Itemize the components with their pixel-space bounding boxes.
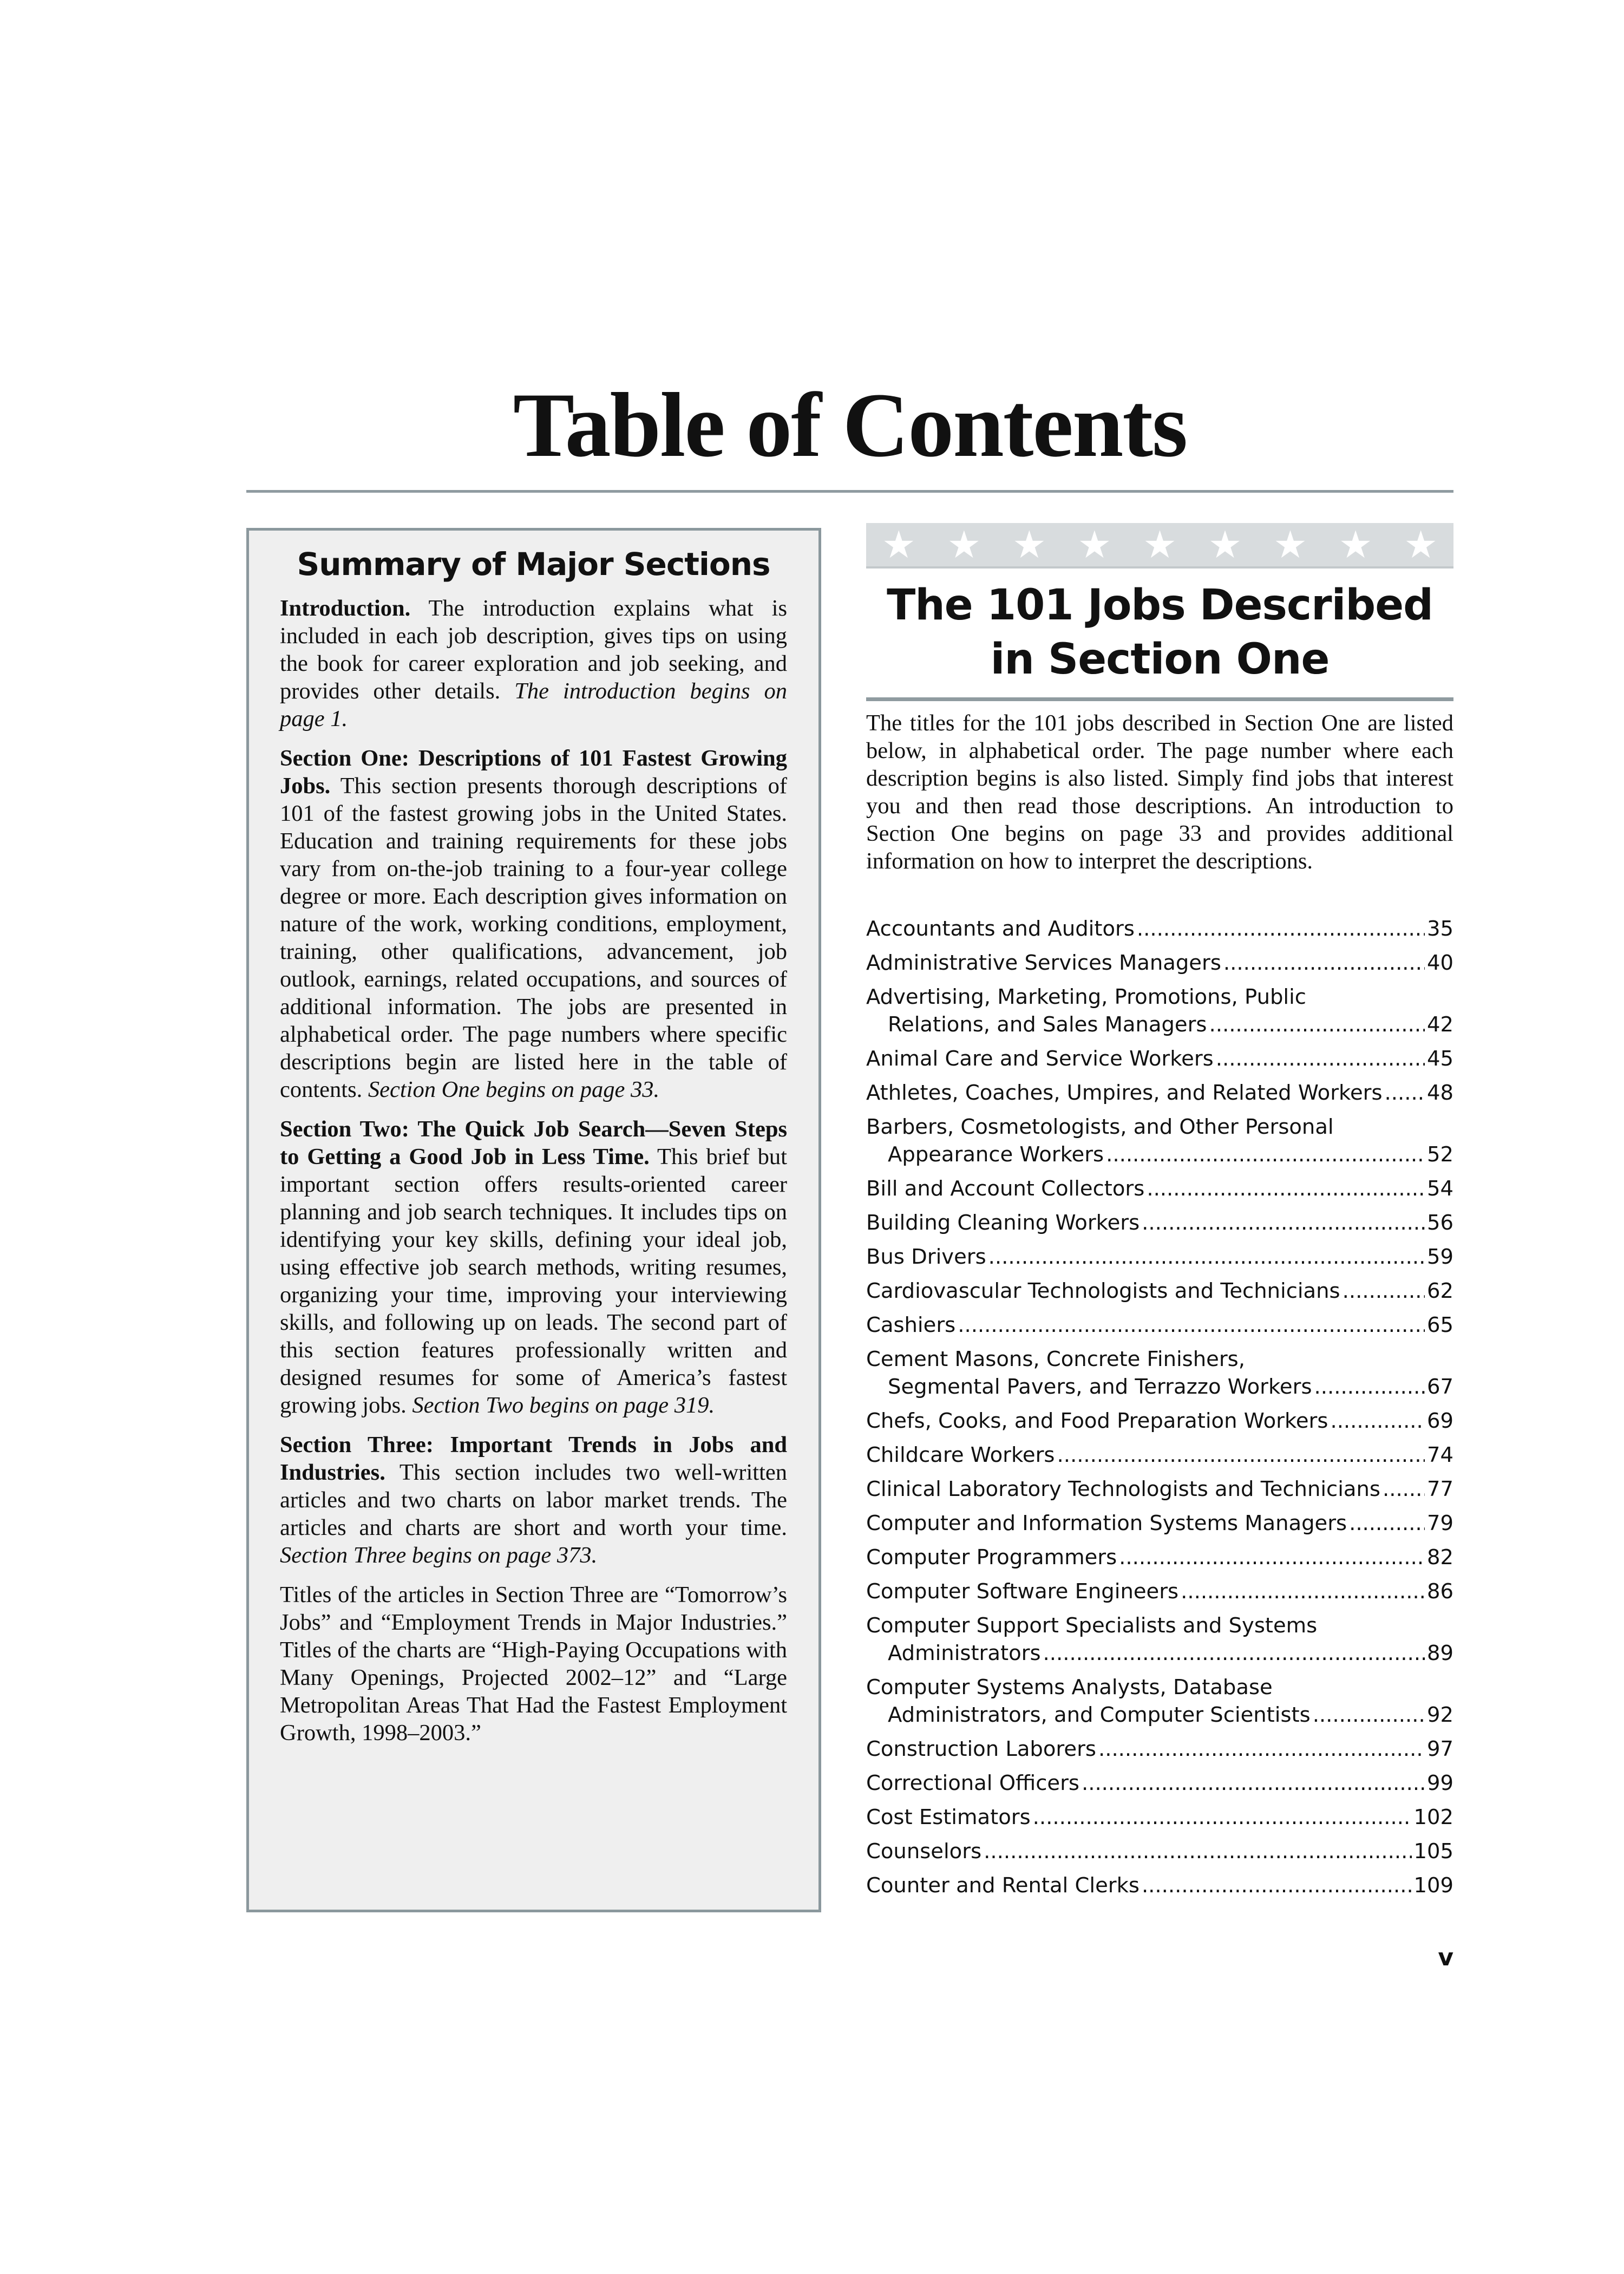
toc-entry-page: 42 — [1427, 1012, 1453, 1037]
toc-entry-title: Childcare Workers — [866, 1443, 1055, 1467]
toc-entry-line — [866, 1311, 1453, 1339]
toc-entry[interactable] — [866, 1803, 1453, 1831]
summary-paragraph-text: This section includes two well-written articles and two charts on labor market trends. The articles and charts are short and worth your time. — [280, 1460, 787, 1540]
toc-entry-leader — [1223, 949, 1425, 977]
toc-entry[interactable] — [866, 949, 1453, 977]
toc-entry-page: 56 — [1427, 1211, 1453, 1235]
toc-entry-leader — [1209, 1011, 1425, 1038]
toc-entry-line — [866, 1175, 1453, 1203]
toc-entry-line — [866, 1209, 1453, 1237]
toc-entry-page: 77 — [1427, 1477, 1453, 1501]
summary-paragraph-page-ref: Section Three begins on page 373. — [280, 1543, 598, 1568]
jobs-heading-line-1: The 101 Jobs Described — [887, 581, 1433, 630]
toc-entry-leader — [1142, 1872, 1412, 1899]
toc-entry[interactable] — [866, 1345, 1453, 1401]
toc-entry-line — [866, 1407, 1453, 1435]
toc-entry-leader — [1142, 1209, 1425, 1237]
toc-entry-title: Cost Estimators — [866, 1805, 1031, 1829]
summary-paragraph-text: This section presents thorough descriptions of 101 of the fastest growing jobs in the United States. Education and training requirements for these jobs vary from on-the-job training to a four-year college degree or more. Each description gives information on nature of the work, working conditions, employment, training, other qualifications, advancement, job outlook, earnings, related occupations, and sources of additional information. The jobs are presented in alphabetical order. The page numbers where specific descriptions begin are listed here in the table of contents. — [280, 773, 787, 1102]
star-icon: ★ — [947, 523, 981, 567]
toc-entry-title: Cardiovascular Technologists and Technicians — [866, 1279, 1340, 1303]
toc-entry-page: 67 — [1427, 1375, 1453, 1399]
toc-entry-title: Computer Support Specialists and Systems — [866, 1613, 1318, 1638]
summary-paragraph — [280, 594, 787, 733]
star-banner — [866, 523, 1453, 568]
toc-entry-title: Construction Laborers — [866, 1737, 1096, 1761]
toc-entry[interactable] — [866, 1175, 1453, 1203]
toc-entry-line — [866, 1441, 1453, 1469]
toc-entry-line — [866, 1475, 1453, 1503]
summary-paragraph-page-ref: The introduction begins on page 1. — [280, 678, 787, 731]
toc-entry[interactable] — [866, 1612, 1453, 1667]
toc-list — [866, 915, 1453, 1906]
toc-entry-leader — [1313, 1701, 1425, 1729]
toc-entry[interactable] — [866, 1407, 1453, 1435]
toc-entry[interactable] — [866, 1079, 1453, 1107]
toc-entry-page: 40 — [1427, 951, 1453, 975]
toc-entry-page: 74 — [1427, 1443, 1453, 1467]
toc-entry-page: 89 — [1427, 1641, 1453, 1665]
toc-entry[interactable] — [866, 1735, 1453, 1763]
toc-entry-title: Athletes, Coaches, Umpires, and Related Workers — [866, 1081, 1383, 1105]
toc-entry-title: Administrators, and Computer Scientists — [888, 1703, 1311, 1727]
toc-entry-leader — [1330, 1407, 1425, 1435]
toc-entry-page: 52 — [1427, 1142, 1453, 1167]
toc-entry-leader — [1383, 1475, 1425, 1503]
summary-paragraph-text: This brief but important section offers results-oriented career planning and job search techniques. It includes tips on identifying your key skills, defining your ideal job, using effective job search methods, writing resumes, organizing your time, improving your interviewing skills, and following up on leads. The second part of this section features professionally written and designed resumes for some of America’s fastest growing jobs. — [280, 1144, 787, 1418]
toc-entry-line — [866, 1803, 1453, 1831]
toc-entry-page: 65 — [1427, 1313, 1453, 1337]
toc-entry[interactable] — [866, 1311, 1453, 1339]
toc-entry-leader — [1343, 1277, 1425, 1305]
toc-entry-page: 45 — [1427, 1047, 1453, 1071]
toc-entry-title: Cement Masons, Concrete Finishers, — [866, 1347, 1245, 1371]
toc-entry-title: Relations, and Sales Managers — [888, 1012, 1207, 1037]
toc-entry[interactable] — [866, 1838, 1453, 1865]
star-icon: ★ — [1208, 523, 1242, 567]
toc-entry-title: Counter and Rental Clerks — [866, 1873, 1140, 1898]
toc-entry-leader — [1098, 1735, 1425, 1763]
toc-entry-page: 109 — [1413, 1873, 1453, 1898]
toc-entry-title: Clinical Laboratory Technologists and Technicians — [866, 1477, 1380, 1501]
toc-entry-page: 79 — [1427, 1511, 1453, 1535]
page-title: Table of Contents — [513, 374, 1187, 476]
toc-entry-page: 82 — [1427, 1545, 1453, 1570]
toc-entry-line — [866, 1769, 1453, 1797]
toc-entry-title: Appearance Workers — [888, 1142, 1104, 1167]
toc-entry-page: 99 — [1427, 1771, 1453, 1795]
summary-paragraph-page-ref: Section Two begins on page 319. — [412, 1393, 715, 1418]
toc-entry-title: Computer and Information Systems Managers — [866, 1511, 1347, 1535]
toc-entry-title: Correctional Officers — [866, 1771, 1079, 1795]
toc-entry-title: Cashiers — [866, 1313, 956, 1337]
toc-entry-page: 86 — [1427, 1579, 1453, 1604]
star-icon: ★ — [1338, 523, 1373, 567]
toc-entry[interactable] — [866, 1510, 1453, 1537]
toc-entry[interactable] — [866, 1209, 1453, 1237]
toc-entry-line — [866, 1277, 1453, 1305]
toc-entry-leader — [958, 1311, 1425, 1339]
summary-box — [246, 528, 821, 1912]
toc-entry-leader — [1119, 1544, 1425, 1571]
toc-entry-leader — [1181, 1578, 1425, 1605]
star-icon: ★ — [1143, 523, 1177, 567]
toc-entry[interactable] — [866, 1045, 1453, 1073]
toc-entry-line — [866, 1735, 1453, 1763]
toc-entry[interactable] — [866, 1872, 1453, 1899]
toc-entry-line — [866, 1872, 1453, 1899]
jobs-heading-line-2: in Section One — [990, 635, 1330, 684]
toc-entry[interactable] — [866, 1277, 1453, 1305]
toc-entry-page: 92 — [1427, 1703, 1453, 1727]
toc-entry-leader — [1106, 1141, 1425, 1168]
toc-entry[interactable] — [866, 1769, 1453, 1797]
toc-entry-title: Bus Drivers — [866, 1245, 986, 1269]
toc-entry-page: 69 — [1427, 1409, 1453, 1433]
toc-entry[interactable] — [866, 1243, 1453, 1271]
toc-entry-title: Chefs, Cooks, and Food Preparation Workers — [866, 1409, 1328, 1433]
summary-paragraph-lead: Section Two: The Quick Job Search—Seven Steps to Getting a Good Job in Less Time. — [280, 1116, 787, 1169]
toc-entry-line — [866, 949, 1453, 977]
summary-paragraphs — [280, 594, 787, 1747]
toc-entry-page: 97 — [1427, 1737, 1453, 1761]
toc-entry-line — [866, 1578, 1453, 1605]
toc-entry[interactable] — [866, 915, 1453, 943]
jobs-section-heading — [866, 578, 1453, 687]
toc-entry-line — [866, 1011, 1453, 1038]
toc-entry-title: Building Cleaning Workers — [866, 1211, 1140, 1235]
toc-entry[interactable] — [866, 1441, 1453, 1469]
star-icon: ★ — [1404, 523, 1438, 567]
toc-entry-leader — [1147, 1175, 1425, 1203]
toc-entry-title: Computer Systems Analysts, Database — [866, 1675, 1273, 1700]
toc-entry[interactable] — [866, 983, 1453, 1038]
toc-entry-title: Advertising, Marketing, Promotions, Public — [866, 985, 1306, 1009]
toc-entry-line — [866, 1243, 1453, 1271]
toc-entry-page: 35 — [1427, 917, 1453, 941]
jobs-heading-divider — [866, 697, 1453, 701]
summary-paragraph-page-ref: Section One begins on page 33. — [368, 1077, 660, 1102]
toc-entry-title: Administrative Services Managers — [866, 951, 1221, 975]
toc-entry[interactable] — [866, 1475, 1453, 1503]
summary-paragraph-lead: Introduction. — [280, 596, 411, 621]
toc-entry-line — [866, 1701, 1453, 1729]
toc-entry-line — [866, 1373, 1453, 1401]
toc-entry-leader — [1385, 1079, 1425, 1107]
toc-entry-line — [866, 1544, 1453, 1571]
page-number: v — [1438, 1944, 1453, 1971]
toc-entry-title: Animal Care and Service Workers — [866, 1047, 1214, 1071]
toc-entry-leader — [1033, 1803, 1412, 1831]
toc-entry-page: 105 — [1413, 1839, 1453, 1864]
toc-entry-line — [866, 1838, 1453, 1865]
toc-entry-page: 48 — [1427, 1081, 1453, 1105]
toc-entry-line — [866, 1141, 1453, 1168]
jobs-intro: The titles for the 101 jobs described in Section One are listed below, in alphabetical order. The page number where each description begins is also listed. Simply find jobs that interest you and then read those descriptions. An introduction to Section One begins on page 33 and provides additional information on how to interpret the descriptions. — [866, 710, 1453, 874]
title-divider — [246, 490, 1453, 493]
toc-entry[interactable] — [866, 1578, 1453, 1605]
star-icon: ★ — [881, 523, 916, 567]
toc-entry-title: Counselors — [866, 1839, 982, 1864]
star-row — [866, 523, 1453, 566]
toc-entry-title: Computer Software Engineers — [866, 1579, 1179, 1604]
toc-entry-line — [866, 915, 1453, 943]
toc-entry-line — [866, 1510, 1453, 1537]
toc-entry-title: Segmental Pavers, and Terrazzo Workers — [888, 1375, 1312, 1399]
summary-paragraph — [280, 744, 787, 1103]
toc-entry-leader — [1314, 1373, 1425, 1401]
toc-entry-leader — [1137, 915, 1425, 943]
toc-entry[interactable] — [866, 1113, 1453, 1168]
toc-entry-page: 54 — [1427, 1177, 1453, 1201]
summary-paragraph-text: The introduction explains what is included in each job description, gives tips on using the book for career exploration and job seeking, and provides other details. — [280, 596, 787, 704]
toc-entry-title: Computer Programmers — [866, 1545, 1117, 1570]
toc-entry-line — [866, 1045, 1453, 1073]
toc-entry-leader — [1216, 1045, 1425, 1073]
summary-paragraph-text: Titles of the articles in Section Three are “Tomorrow’s Jobs” and “Employment Trends in Major Industries.” Titles of the charts are “High-Paying Occupations with Many Openings, Projected 2002–12” and “Large Metropolitan Areas That Had the Fastest Employment Growth, 1998–2003.” — [280, 1582, 787, 1746]
toc-entry-line — [866, 1079, 1453, 1107]
star-icon: ★ — [1012, 523, 1046, 567]
summary-paragraph — [280, 1115, 787, 1419]
toc-entry-title: Accountants and Auditors — [866, 917, 1135, 941]
toc-entry-leader — [1082, 1769, 1425, 1797]
summary-paragraph-lead: Section One: Descriptions of 101 Fastest Growing Jobs. — [280, 746, 787, 799]
toc-entry-page: 62 — [1427, 1279, 1453, 1303]
toc-entry-leader — [1043, 1639, 1425, 1667]
toc-entry[interactable] — [866, 1544, 1453, 1571]
toc-entry-page: 102 — [1413, 1805, 1453, 1829]
summary-paragraph — [280, 1581, 787, 1747]
toc-entry[interactable] — [866, 1674, 1453, 1729]
summary-paragraph — [280, 1431, 787, 1569]
toc-entry-title: Administrators — [888, 1641, 1041, 1665]
toc-entry-leader — [1349, 1510, 1425, 1537]
toc-entry-title: Bill and Account Collectors — [866, 1177, 1145, 1201]
toc-entry-leader — [1057, 1441, 1425, 1469]
toc-entry-leader — [984, 1838, 1411, 1865]
star-icon: ★ — [1273, 523, 1307, 567]
summary-heading: Summary of Major Sections — [297, 546, 770, 583]
toc-entry-page: 59 — [1427, 1245, 1453, 1269]
toc-entry-title: Barbers, Cosmetologists, and Other Personal — [866, 1115, 1334, 1139]
toc-entry-leader — [988, 1243, 1425, 1271]
summary-paragraph-lead: Section Three: Important Trends in Jobs and Industries. — [280, 1432, 787, 1485]
star-icon: ★ — [1077, 523, 1112, 567]
toc-entry-line — [866, 1639, 1453, 1667]
